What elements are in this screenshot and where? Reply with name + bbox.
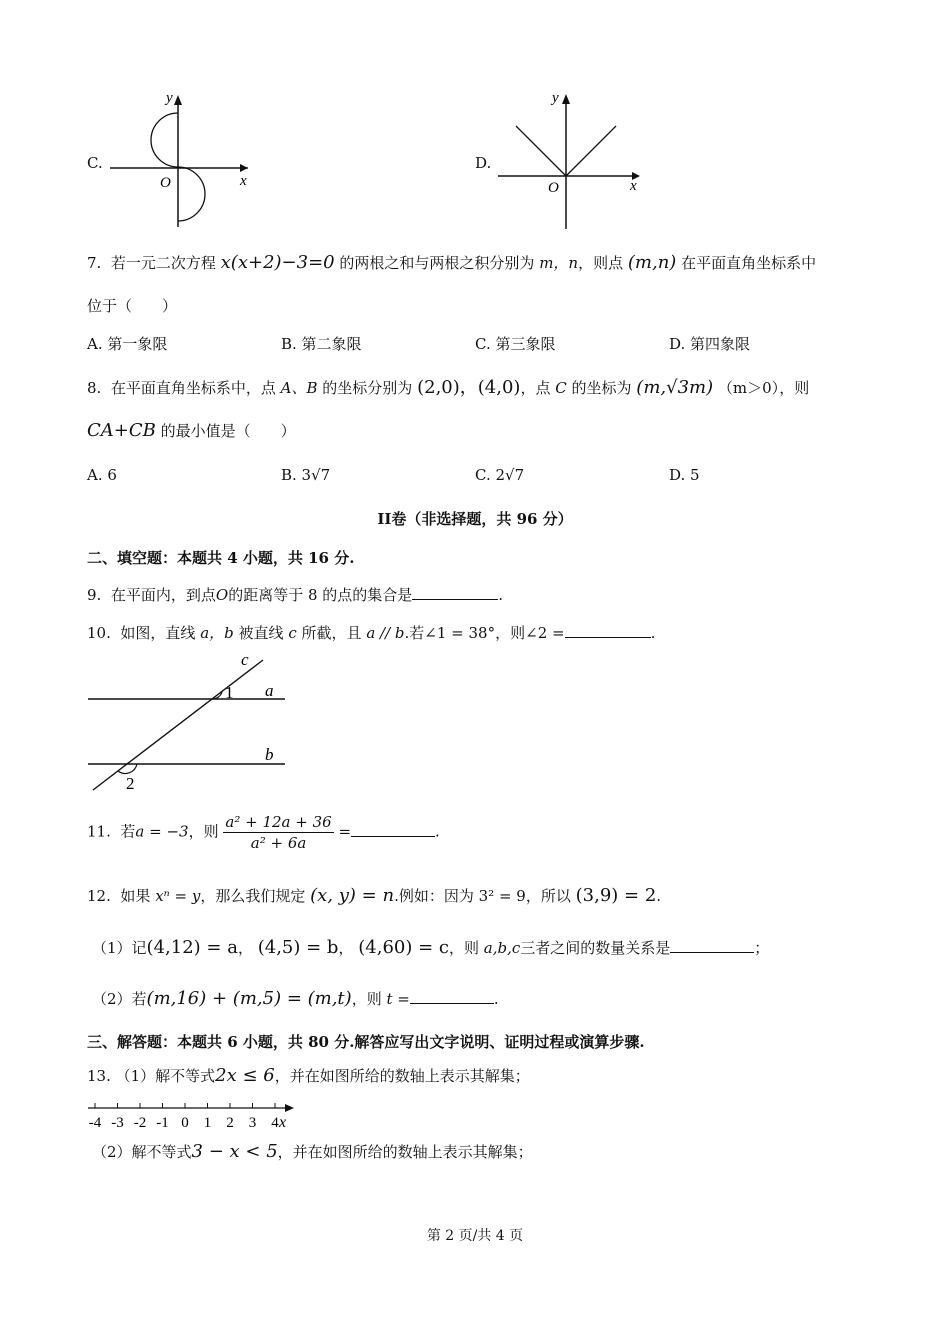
section2-heading: 二、填空题：本题共 4 小题，共 16 分. [87,549,355,567]
q7-option-b: B. 第二象限 [281,335,362,353]
axis-tick-label: -4 [88,1115,102,1131]
axis-tick-label: 2 [226,1115,234,1131]
q6c-x-label: x [240,173,247,189]
q7-line1: 7. 若一元二次方程 x(x+2)−3=0 的两根之和与两根之积分别为 m，n，则点 (m,n) 在平面直角坐标系中 [87,252,817,273]
axis-tick-label: 1 [203,1115,212,1131]
line-c-label: c [241,650,249,669]
q7-option-a: A. 第一象限 [87,335,168,353]
q8-line1: 8. 在平面直角坐标系中，点 A、B 的坐标分别为 (2,0)，(4,0)，点 C 的坐标为 (m,√3m) （m＞0），则 [87,377,810,398]
axis-x-label: x [279,1114,287,1131]
q9-answer-blank [412,583,498,600]
q8-coords: (2,0)，(4,0) [417,377,521,398]
q8-expression: CA+CB [87,420,156,441]
q11: 11. 若a = −3，则 $\frac{\text{a² + 12a + 36}}{\text{a² + 6a}}$ = . [87,813,440,852]
q6d-y-label: y [552,90,559,106]
q6-option-d-label: D. [475,154,492,172]
section3-heading: 三、解答题：本题共 6 小题，共 80 分.解答应写出文字说明、证明过程或演算步骤. [87,1033,645,1051]
q6d-x-label: x [630,178,637,194]
q6-option-c-label: C. [87,154,103,172]
q6c-y-label: y [166,90,173,106]
axis-tick-label: 0 [181,1115,189,1131]
axis-tick-label: -1 [156,1115,169,1131]
q12-part2-answer-blank [410,987,494,1004]
q8-option-b: B. 3√7 [281,466,331,484]
line-a-label: a [265,681,274,700]
axis-tick-label: -2 [133,1115,147,1131]
line-b-label: b [265,745,274,764]
q7-equation: x(x+2)−3=0 [220,252,335,273]
q13-part1: 13. （1）解不等式2x ≤ 6，并在如图所给的数轴上表示其解集； [87,1065,530,1086]
q8-option-d: D. 5 [669,466,700,484]
q12-part1: （1）记(4,12) = a， (4,5) = b， (4,60) = c，则 a,b,c三者之间的数量关系是 ； [92,937,770,958]
axis-tick-label: -3 [111,1115,124,1131]
angle-1-label: 1 [225,683,234,702]
q10-figure [85,650,295,795]
q13-part2: （2）解不等式3 − x < 5，并在如图所给的数轴上表示其解集； [92,1141,533,1162]
q8-line2: CA+CB 的最小值是（ ） [87,420,296,441]
q12-part1-answer-blank [670,936,754,953]
q12-stem: 12. 如果 xⁿ = y，那么我们规定 (x, y) = n.例如：因为 3² = 9，所以 (3,9) = 2. [87,885,662,906]
q7-option-c: C. 第三象限 [475,335,556,353]
angle-2-label: 2 [126,774,135,793]
q7-line2: 位于（ ） [87,297,178,315]
q6d-origin-label: O [548,180,559,196]
q11-fraction: $\frac{\text{a² + 12a + 36}}{\text{a² + 6a}}$ [225,813,332,852]
q9: 9. 在平面内，到点O的距离等于 8 的点的集合是 . [87,583,503,605]
q7-point: (m,n) [627,252,677,273]
q6-option-c-graph [100,85,260,235]
q8-point: (m,√3m) [636,377,714,398]
q8-option-c: C. 2√7 [475,466,525,484]
q11-answer-blank [351,820,435,837]
q7-option-d: D. 第四象限 [669,335,751,353]
axis-tick-label: 4 [271,1115,279,1131]
q8-option-a: A. 6 [87,466,117,484]
q6-option-d-graph [490,85,650,235]
axis-tick-label: 3 [248,1115,257,1131]
q12-part2: （2）若(m,16) + (m,5) = (m,t)，则 t = . [92,988,499,1009]
q13-number-line [85,1100,300,1136]
q10-answer-blank [565,621,651,638]
page-footer: 第 2 页/共 4 页 [426,1228,524,1244]
part2-title: II卷（非选择题，共 96 分） [377,510,573,528]
q6c-origin-label: O [160,175,171,191]
q10: 10. 如图，直线 a，b 被直线 c 所截，且 a // b.若∠1 = 38°，则∠2 = . [87,621,655,643]
